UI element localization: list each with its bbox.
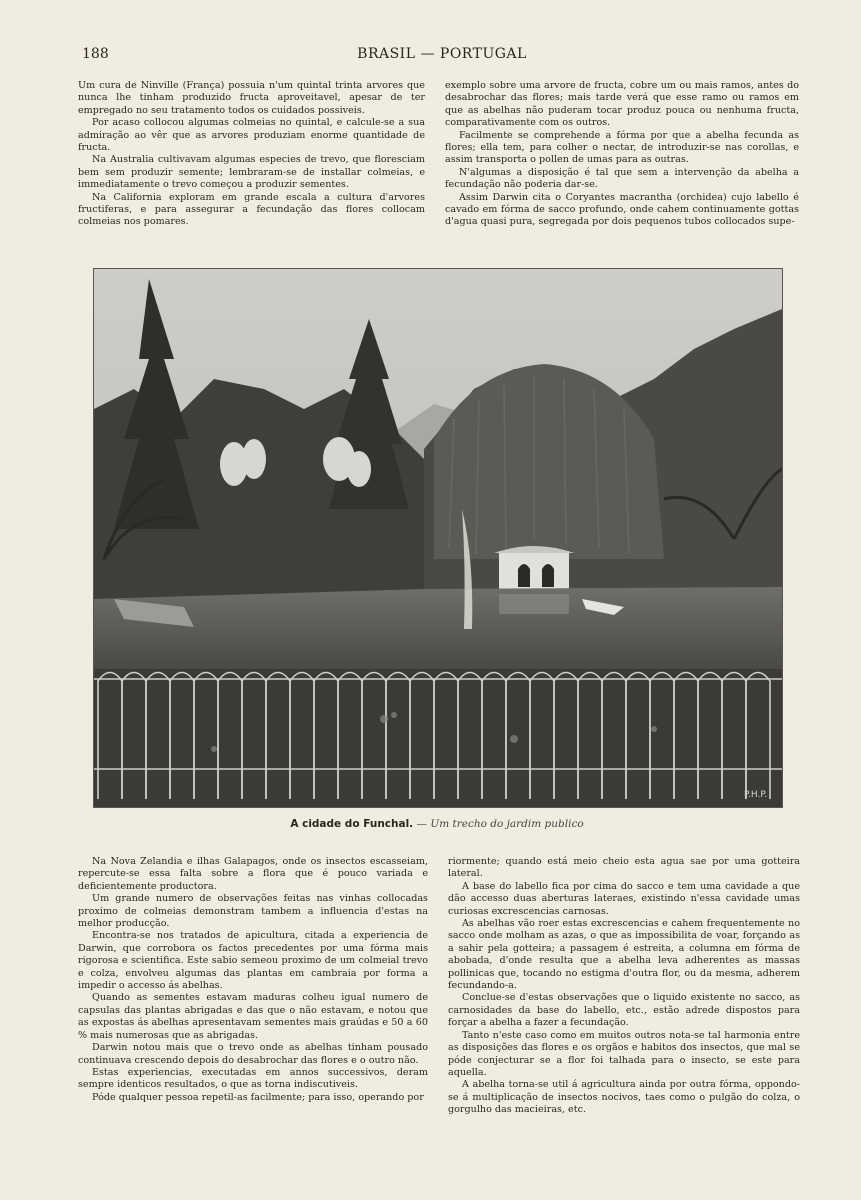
paragraph: riormente; quando está meio cheio esta agua sae por uma gotteira lateral. bbox=[448, 856, 800, 880]
paragraph: Na Australia cultivavam algumas especies de trevo, que floresciam bem sem produzir semente; lembraram-se de installar colmeias, e immediatamente o trevo começou a produzir sementes. bbox=[78, 154, 425, 191]
bottom-right-column bbox=[448, 856, 800, 1117]
paragraph: Tanto n'este caso como em muitos outros nota-se tal harmonia entre as disposições das flores e os orgãos e habitos dos insectos, que mal se póde conjecturar se a flor foi talhada para o insecto, se este para aquella. bbox=[448, 1029, 800, 1078]
running-title: BRASIL — PORTUGAL bbox=[357, 46, 527, 62]
top-right-column bbox=[445, 80, 799, 229]
garden-pavilion bbox=[494, 546, 574, 591]
paragraph: Na Nova Zelandia e ilhas Galapagos, onde os insectos escasseiam, repercute-se essa falta sobre a flora que é pouco variada e deficientemente productora. bbox=[78, 856, 428, 892]
page-number: 188 bbox=[82, 46, 109, 62]
paragraph: N'algumas a disposição é tal que sem a intervenção da abelha a fecundação não poderia dar-se. bbox=[445, 166, 799, 191]
photographer-signature: P.H.P. bbox=[744, 790, 768, 800]
caption-subtitle: — Um trecho do jardim publico bbox=[416, 818, 584, 830]
paragraph: Estas experiencias, executadas em annos successivos, deram sempre identicos resultados, o que as torna indiscutiveis. bbox=[78, 1066, 428, 1091]
page-header bbox=[82, 44, 802, 66]
paragraph: Assim Darwin cita o Coryantes macrantha (orchidea) cujo labello é cavado em fórma de sacco profundo, onde cahem continuamente gottas d'agua quasi pura, segregada por dois pequenos tubos collocados supe- bbox=[445, 191, 799, 228]
photo-caption bbox=[93, 818, 781, 830]
paragraph: As abelhas vão roer estas excrescencias e cahem frequentemente no sacco onde molham as azas, o que as impossibilita de voar, forçando as a sahir pela gotteira; a passagem é estreita, a columna em fórma de abobada, d'onde resulta que a abelha leva adherentes as massas pollinicas que, tocando no estigma d'outra flor, ou da mesma, adherem fecundando-a. bbox=[448, 918, 800, 992]
paragraph: A abelha torna-se util á agricultura ainda por outra fórma, oppondo-se á multiplicação de insectos nocivos, taes como o pulgão do colza, o gorgulho das macieiras, etc. bbox=[448, 1079, 800, 1116]
paragraph: Quando as sementes estavam maduras colheu igual numero de capsulas das plantas abrigadas e das que o não estavam, e notou que as expostas ás abelhas apresentavam sementes mais graúdas e 50 a 60 % mais numerosas que as abrigadas. bbox=[78, 992, 428, 1041]
pond bbox=[94, 587, 782, 669]
paragraph: A base do labello fica por cima do sacco e tem uma cavidade a que dão accesso duas aberturas lateraes, existindo n'essa cavidade umas curiosas excrescencias carnosas. bbox=[448, 880, 800, 917]
foreground-ground bbox=[94, 669, 782, 807]
paragraph: Na California exploram em grande escala a cultura d'arvores fructiferas, e para assegurar a fecundação das flores collocam colmeias nos pomares. bbox=[78, 191, 425, 228]
paragraph: Por acaso collocou algumas colmeias no quintal, e calcule-se a sua admiração ao vêr que as arvores produziam enorme quantidade de fructa. bbox=[78, 117, 425, 154]
paragraph: Conclue-se d'estas observações que o liquido existente no sacco, as carnosidades da base do labello, etc., estão adrede dispostos para forçar a abelha a fazer a fecundação. bbox=[448, 992, 800, 1029]
bottom-left-column bbox=[78, 856, 428, 1104]
paragraph: Encontra-se nos tratados de apicultura, citada a experiencia de Darwin, que corrobora os factos precedentes por uma fórma mais rigorosa e scientifica. Este sabio semeou proximo de um colmeial trevo e colza, envolveu algumas das plantas em cambraia por forma a impedir o accesso ás abelhas. bbox=[78, 930, 428, 992]
paragraph: exemplo sobre uma arvore de fructa, cobre um ou mais ramos, antes do desabrochar das flores; mais tarde verá que esse ramo ou ramos em que as abelhas não puderam tocar produz pouca ou nenhuma fructa, comparativamente com os outros. bbox=[445, 80, 799, 129]
caption-title: A cidade do Funchal. bbox=[290, 818, 414, 830]
paragraph: Um grande numero de observações feitas nas vinhas collocadas proximo de colmeias demonstram tambem a influencia d'estas na melhor producção. bbox=[78, 893, 428, 930]
paragraph: Póde qualquer pessoa repetil-as facilmente; para isso, operando por bbox=[92, 1091, 424, 1103]
paragraph: Facilmente se comprehende a fórma por que a abelha fecunda as flores; ella tem, para colher o nectar, de introduzir-se nas corollas, e assim transporta o pollen de umas para as outras. bbox=[445, 129, 799, 166]
paragraph: Darwin notou mais que o trevo onde as abelhas tinham pousado continuava crescendo depois do desabrochar das flores e o outro não. bbox=[78, 1042, 428, 1066]
paragraph: Um cura de Ninville (França) possuia n'um quintal trinta arvores que nunca lhe tinham produzido fructa aproveitavel, apesar de ter empregado no seu tratamento todos os cuidados possiveis. bbox=[78, 80, 425, 116]
garden-photograph bbox=[93, 268, 783, 808]
top-left-column bbox=[78, 80, 425, 229]
